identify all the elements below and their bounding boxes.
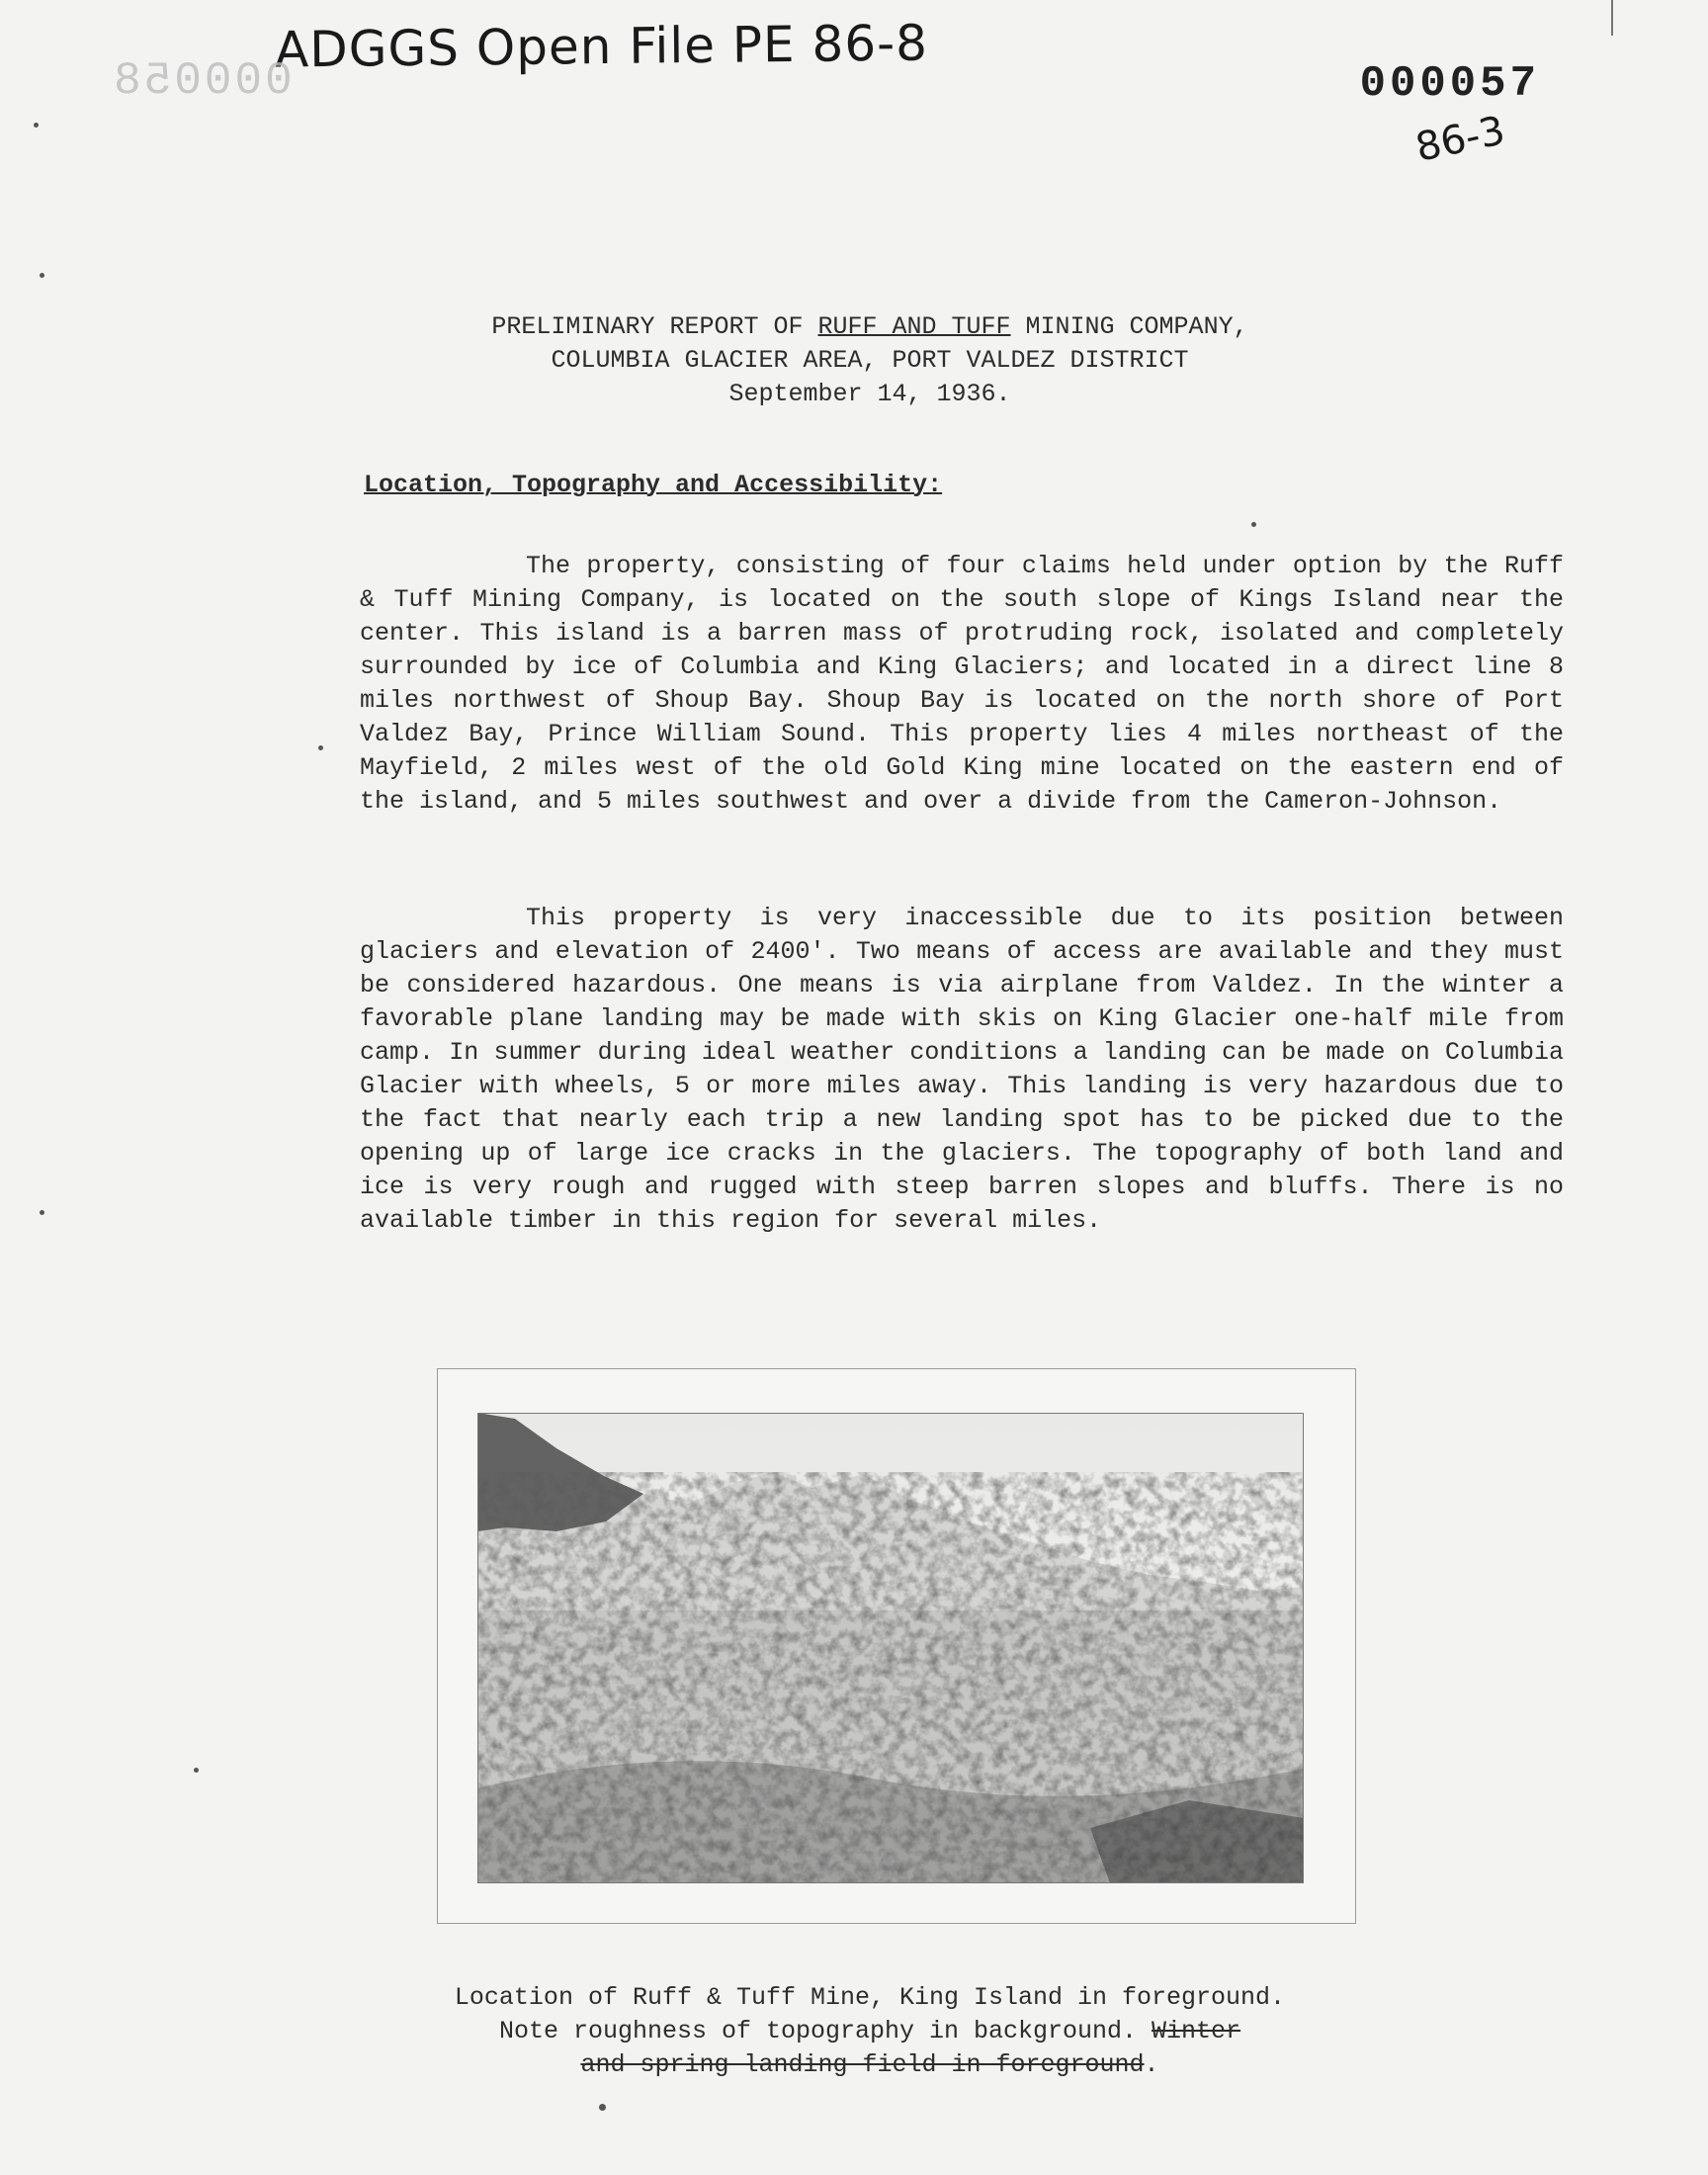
scan-speck xyxy=(599,2104,606,2111)
struck-text: and spring landing field in foreground xyxy=(580,2050,1145,2079)
caption-line-2: Note roughness of topography in background. Winter xyxy=(498,2017,1241,2045)
scan-speck xyxy=(194,1768,199,1773)
caption-line-1: Location of Ruff & Tuff Mine, King Island in foreground. xyxy=(454,1983,1286,2012)
report-title xyxy=(356,310,1384,411)
caption-line-3: and spring landing field in foreground. xyxy=(580,2050,1159,2079)
handwritten-corner-note: 86-3 xyxy=(1411,108,1509,171)
scan-speck xyxy=(40,273,44,278)
bleed-through-number: 000058 xyxy=(111,55,293,107)
photo-caption xyxy=(356,1981,1384,2082)
paragraph-location: The property, consisting of four claims held under option by the Ruff & Tuff Mining Company, is located on the south slope of Kings Island near the center. This island is a barren mass of protruding rock, isolated and completely surrounded by ice of Columbia and King Glaciers; and located in a direct line 8 miles northwest of Shoup Bay. Shoup Bay is located on the north shore of Port Valdez Bay, Prince William Sound. This property lies 4 miles northeast of the Mayfield, 2 miles west of the old Gold King mine located on the eastern end of the island, and 5 miles southwest and over a divide from the Cameron-Johnson. xyxy=(360,552,1564,816)
title-line-2: COLUMBIA GLACIER AREA, PORT VALDEZ DISTRICT xyxy=(551,346,1189,375)
scan-speck xyxy=(40,1210,44,1215)
report-date: September 14, 1936. xyxy=(728,380,1011,408)
page-edge-mark xyxy=(1611,0,1613,36)
section-heading: Location, Topography and Accessibility: xyxy=(364,471,943,499)
handwritten-file-label: ADGGS Open File PE 86-8 xyxy=(274,14,929,79)
scan-speck xyxy=(34,123,39,128)
title-line-1: PRELIMINARY REPORT OF RUFF AND TUFF MINING COMPANY, xyxy=(491,312,1248,341)
struck-text: Winter xyxy=(1152,2017,1241,2045)
company-name: RUFF AND TUFF xyxy=(817,312,1011,341)
paragraph-accessibility: This property is very inaccessible due to its position between glaciers and elevation of 2400'. Two means of access are available and they must be considered hazardous. One means is via airplane from Valdez. In the winter a favorable plane landing may be made with skis on King Glacier one-half mile from camp. In summer during ideal weather conditions a landing can be made on Columbia Glacier with wheels, 5 or more miles away. This landing is very hazardous due to the fact that nearly each trip a new landing spot has to be picked due to the opening up of large ice cracks in the glaciers. The topography of both land and ice is very rough and rugged with steep barren slopes and bluffs. There is no available timber in this region for several miles. xyxy=(360,904,1564,1235)
page-number-stamp: 000057 xyxy=(1359,59,1540,109)
mountain-photo-image xyxy=(477,1413,1304,1883)
photo-frame xyxy=(437,1368,1356,1924)
scan-speck xyxy=(1251,522,1256,527)
mountain-photo xyxy=(477,1413,1304,1883)
scan-speck xyxy=(318,745,323,750)
